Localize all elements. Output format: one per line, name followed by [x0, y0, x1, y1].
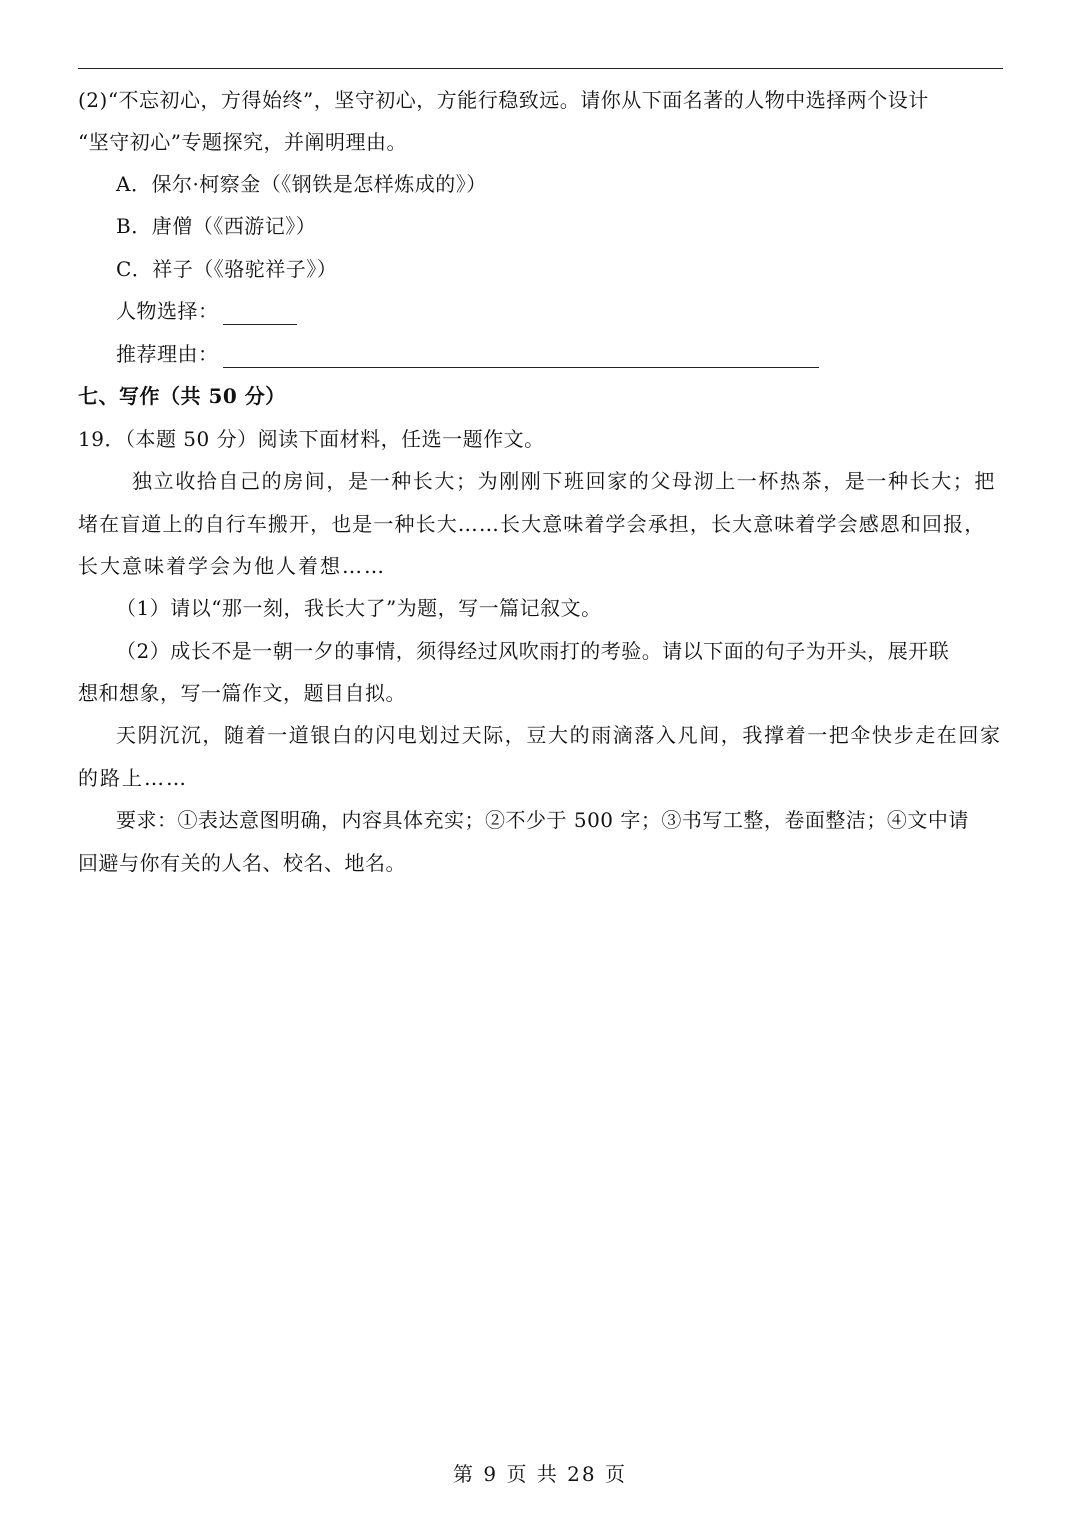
opening-sentence-line-1: 天阴沉沉，随着一道银白的闪电划过天际，豆大的雨滴落入凡间，我撑着一把伞快步走在回家 — [116, 723, 1002, 747]
question-19-intro: 19．（本题 50 分）阅读下面材料，任选一题作文。 — [78, 427, 545, 451]
character-choice-row — [116, 297, 297, 325]
question-2-line-1: (2)“不忘初心，方得始终”，坚守初心，方能行稳致远。请你从下面名著的人物中选择两个设计 — [78, 88, 929, 112]
material-line-1: 独立收拾自己的房间，是一种长大；为刚刚下班回家的父母沏上一杯热茶，是一种长大；把 — [132, 469, 996, 493]
requirements-line-2: 回避与你有关的人名、校名、地名。 — [78, 851, 406, 875]
reason-label: 推荐理由： — [116, 342, 219, 366]
prompt-2-line-2: 想和想象，写一篇作文，题目自拟。 — [78, 681, 406, 705]
character-choice-blank[interactable] — [223, 302, 297, 325]
page-footer: 第 9 页 共 28 页 — [453, 1462, 627, 1486]
option-c: C．祥子（《骆驼祥子》） — [116, 257, 338, 281]
top-divider — [78, 68, 1003, 69]
character-choice-label: 人物选择： — [116, 299, 219, 323]
option-a: A．保尔·柯察金（《钢铁是怎样炼成的》） — [116, 172, 487, 196]
material-line-3: 长大意味着学会为他人着想…… — [78, 554, 386, 578]
option-b: B．唐僧（《西游记》） — [116, 214, 317, 238]
section-heading: 七、写作（共 50 分） — [78, 384, 286, 408]
opening-sentence-line-2: 的路上…… — [78, 766, 188, 790]
prompt-2-line-1: （2）成长不是一朝一夕的事情，须得经过风吹雨打的考验。请以下面的句子为开头，展开联 — [116, 639, 950, 663]
question-2-line-2: “坚守初心”专题探究，并阐明理由。 — [78, 130, 407, 154]
material-line-2: 堵在盲道上的自行车搬开，也是一种长大……长大意味着学会承担，长大意味着学会感恩和回报， — [78, 512, 986, 536]
reason-row — [116, 340, 819, 368]
requirements-line-1: 要求：①表达意图明确，内容具体充实；②不少于 500 字；③书写工整，卷面整洁；④文中请 — [116, 808, 969, 832]
reason-blank[interactable] — [223, 345, 819, 368]
prompt-1: （1）请以“那一刻，我长大了”为题，写一篇记叙文。 — [116, 596, 602, 620]
